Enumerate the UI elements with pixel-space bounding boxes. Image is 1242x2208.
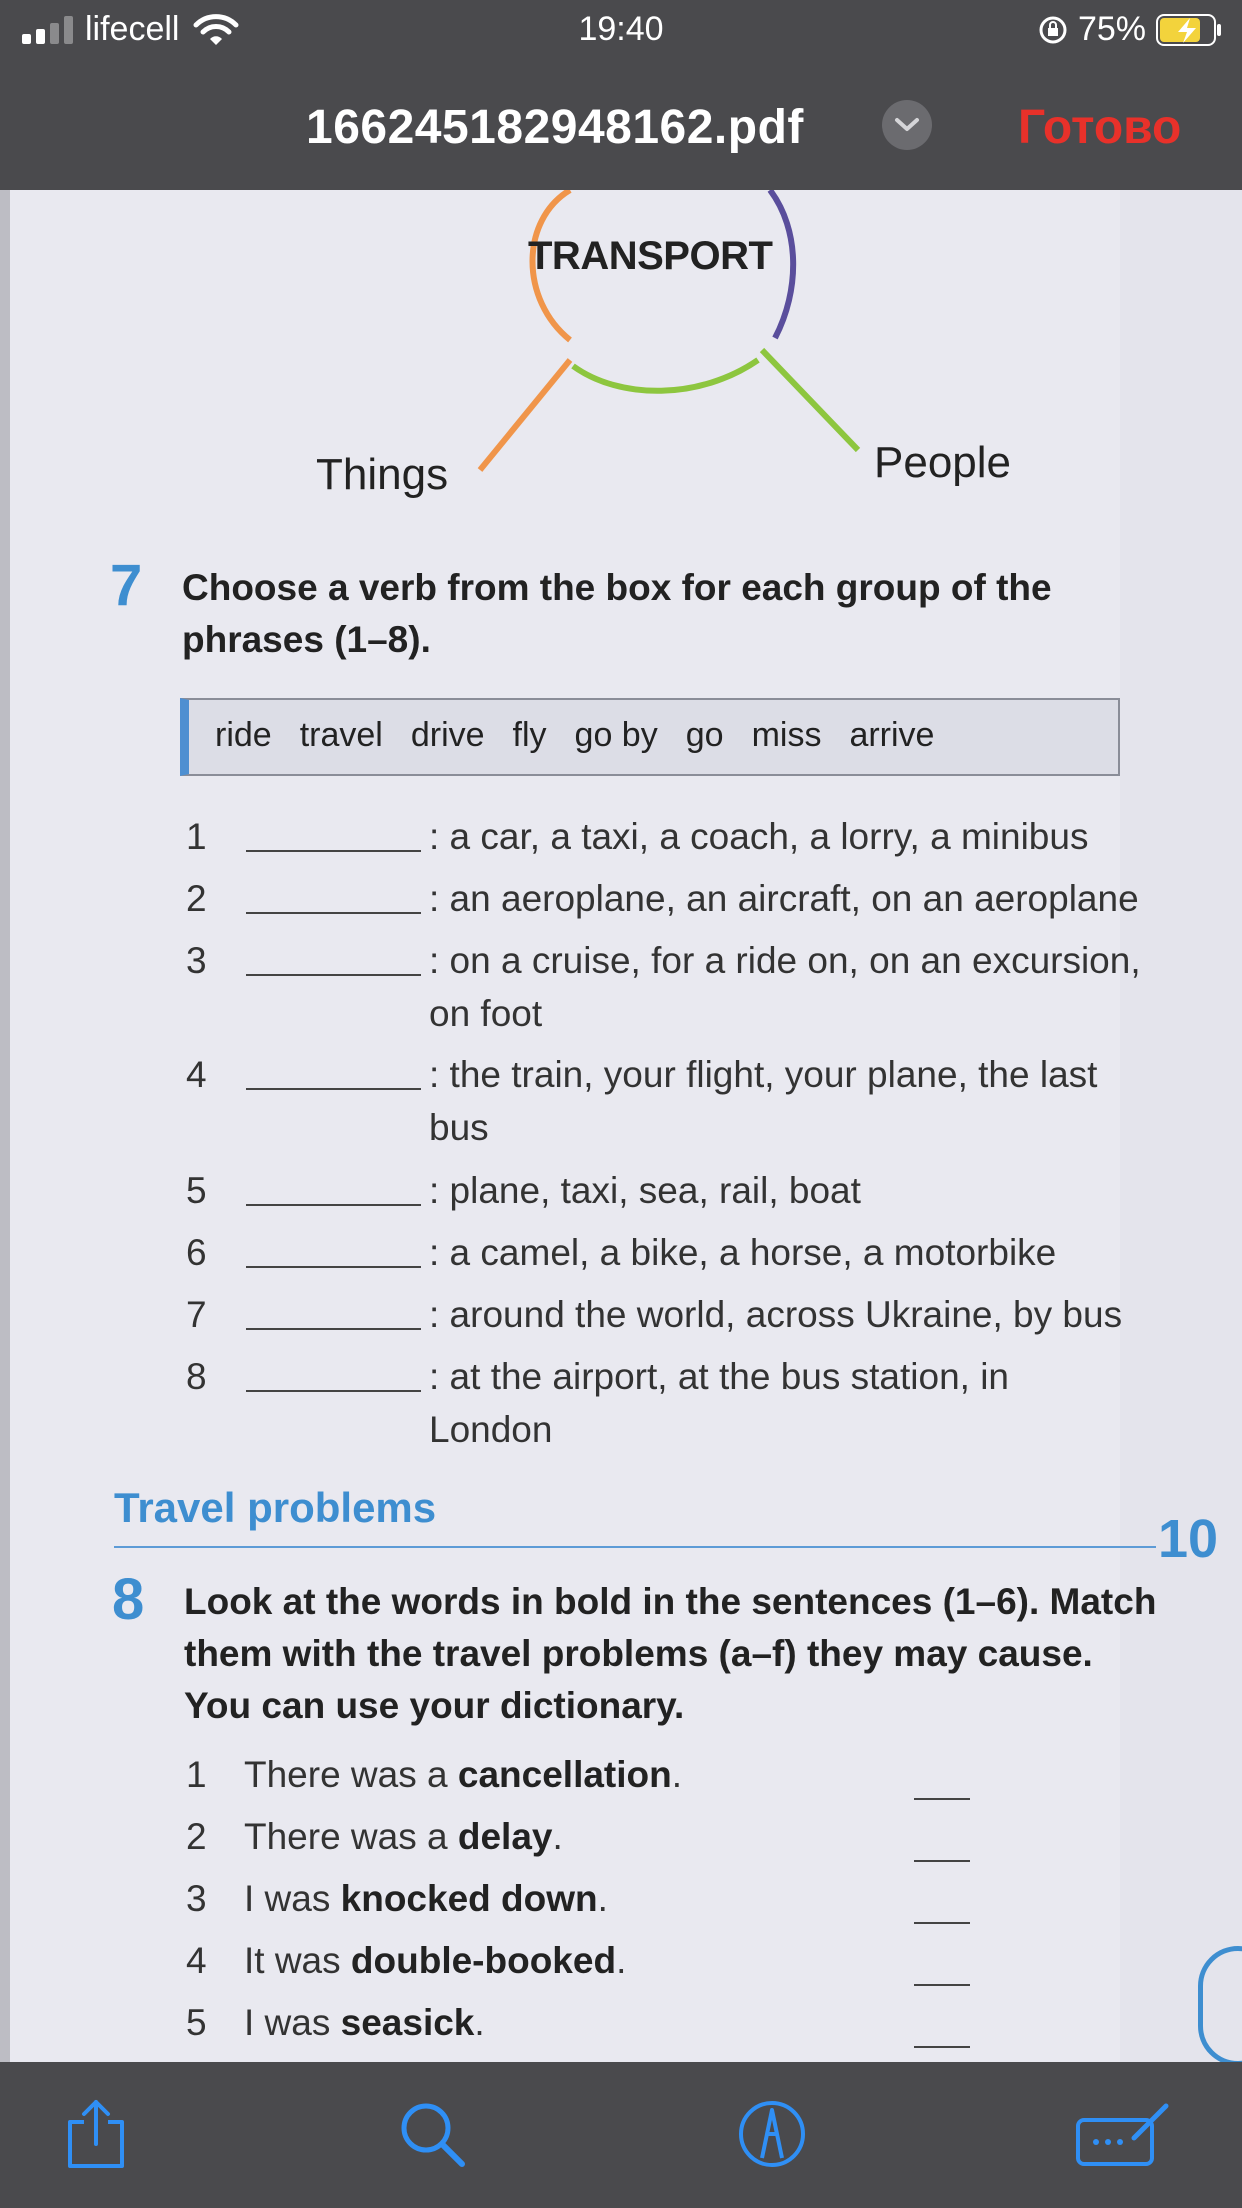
diagram-center-label: TRANSPORT — [528, 234, 773, 278]
word-box-item: go by — [574, 716, 658, 754]
status-bar — [0, 0, 1242, 62]
page-margin-decoration — [1198, 1946, 1242, 2062]
carrier-name: lifecell — [85, 10, 180, 48]
item-text: : a camel, a bike, a horse, a motorbike — [429, 1232, 1057, 1273]
item-text: : on a cruise, for a ride on, on an excursion, on foot — [429, 940, 1141, 1034]
item-number: 5 — [186, 2002, 207, 2043]
sentence-text: I was — [244, 2002, 341, 2043]
sentence-end: . — [552, 1816, 563, 1857]
sentence-end: . — [616, 1940, 627, 1981]
done-button[interactable]: Готово — [1018, 101, 1182, 154]
item-text: : at the airport, at the bus station, in London — [429, 1356, 1010, 1450]
word-box-item: travel — [299, 716, 383, 754]
item-number: 7 — [186, 1294, 207, 1335]
item-number: 1 — [186, 1754, 207, 1795]
item-text: : an aeroplane, an aircraft, on an aeroplane — [429, 878, 1139, 919]
bold-word: delay — [457, 1816, 553, 1857]
battery-charging-icon — [1156, 14, 1222, 46]
item-number: 4 — [186, 1054, 207, 1095]
search-icon[interactable] — [396, 2096, 468, 2172]
answer-blank — [914, 1860, 970, 1862]
answer-blank — [914, 1984, 970, 1986]
sentence-end: . — [474, 2002, 485, 2043]
sentence-text: It was — [244, 1940, 351, 1981]
item-number: 1 — [186, 816, 207, 857]
word-box-item: arrive — [849, 716, 935, 754]
document-title[interactable]: 166245182948162.pdf — [306, 101, 804, 154]
word-box-item: miss — [751, 716, 822, 754]
annotate-icon[interactable] — [1074, 2096, 1174, 2172]
word-box — [180, 698, 1120, 776]
diagram-label-people: People — [874, 438, 1012, 487]
chevron-down-icon — [894, 117, 920, 133]
answer-blank — [246, 974, 421, 976]
exercise-instruction: Choose a verb from the box for each group of the phrases (1–8). — [182, 567, 1052, 660]
markup-icon[interactable] — [736, 2096, 808, 2172]
answer-blank — [914, 2046, 970, 2048]
item-text: : the train, your flight, your plane, the last bus — [429, 1054, 1098, 1148]
answer-blank — [246, 1088, 421, 1090]
item-number: 6 — [186, 1232, 207, 1273]
item-number: 3 — [186, 940, 207, 981]
item-number: 4 — [186, 1940, 207, 1981]
exercise-number: 8 — [112, 1567, 145, 1632]
word-box-item: fly — [512, 716, 547, 754]
section-title: Travel problems — [114, 1484, 437, 1531]
answer-blank — [246, 1204, 421, 1206]
item-text: : plane, taxi, sea, rail, boat — [429, 1170, 861, 1211]
sentence-text: There was a — [244, 1754, 458, 1795]
answer-blank — [246, 1266, 421, 1268]
item-number: 2 — [186, 878, 207, 919]
battery-percent: 75% — [1077, 10, 1146, 48]
answer-blank — [246, 850, 421, 852]
answer-blank — [914, 1922, 970, 1924]
bold-word: cancellation — [457, 1754, 672, 1795]
item-text: : a car, a taxi, a coach, a lorry, a minibus — [429, 816, 1089, 857]
answer-blank — [246, 1328, 421, 1330]
bold-word: seasick — [340, 2002, 475, 2043]
word-box-item: ride — [215, 716, 272, 754]
item-number: 8 — [186, 1356, 207, 1397]
document-navbar — [0, 62, 1242, 190]
diagram-label-things: Things — [316, 450, 449, 499]
clock: 19:40 — [578, 10, 664, 48]
sentence-end: . — [597, 1878, 608, 1919]
bold-word: double-booked — [350, 1940, 617, 1981]
word-box-item: drive — [410, 716, 485, 754]
item-number: 2 — [186, 1816, 207, 1857]
answer-blank — [246, 912, 421, 914]
bottom-toolbar — [0, 2062, 1242, 2208]
bold-word: knocked down — [340, 1878, 598, 1919]
title-menu-button[interactable] — [882, 100, 932, 150]
pdf-page[interactable] — [0, 190, 1242, 2062]
answer-blank — [246, 1390, 421, 1392]
section-divider — [114, 1546, 1156, 1548]
page-number: 10 — [1158, 1509, 1219, 1569]
item-number: 3 — [186, 1878, 207, 1919]
sentence-text: I was — [244, 1878, 341, 1919]
share-icon[interactable] — [60, 2096, 132, 2172]
exercise-number: 7 — [110, 553, 143, 618]
exercise-instruction: Look at the words in bold in the sentences (1–6). Match them with the travel problems (a–f) they may cause. You can use your dictionary. — [184, 1581, 1157, 1726]
word-box-item: go — [685, 716, 724, 754]
sentence-text: There was a — [244, 1816, 458, 1857]
item-text: : around the world, across Ukraine, by bus — [429, 1294, 1123, 1335]
sentence-end: . — [671, 1754, 683, 1795]
answer-blank — [914, 1798, 970, 1800]
orientation-lock-icon — [1038, 15, 1068, 45]
item-number: 5 — [186, 1170, 207, 1211]
